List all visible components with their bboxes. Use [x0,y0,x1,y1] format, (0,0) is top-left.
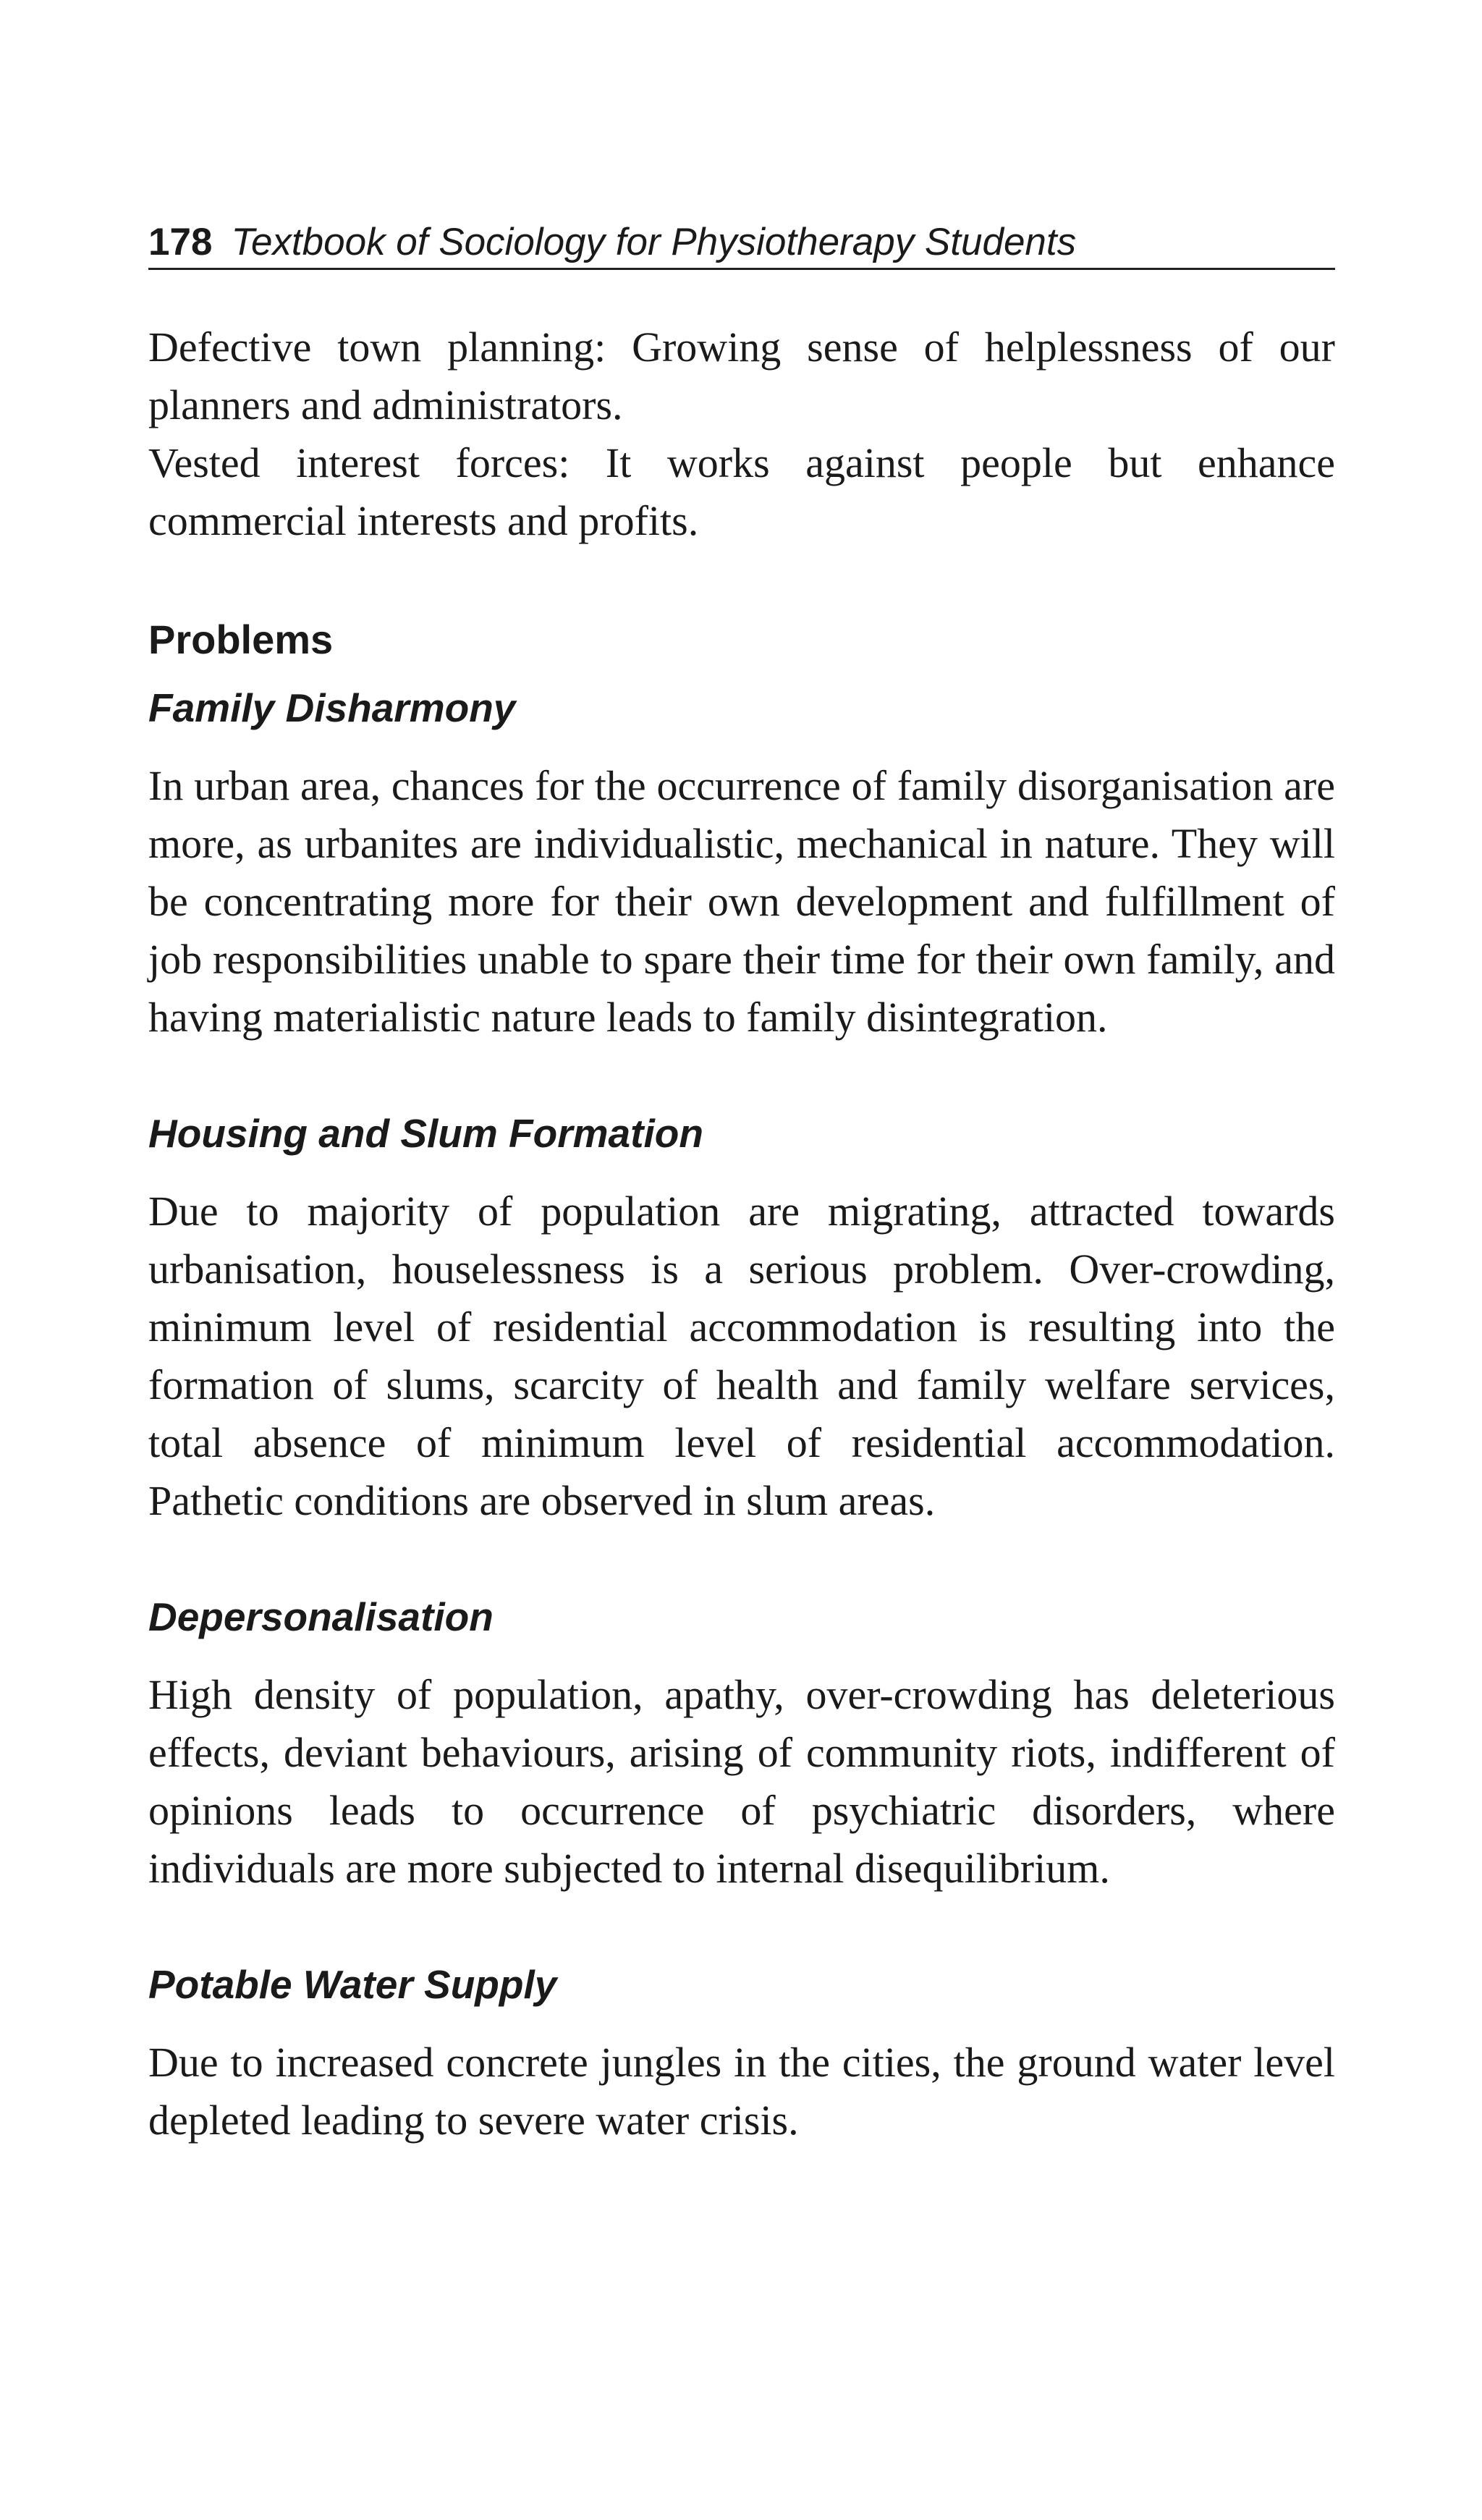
paragraph-family-disharmony: In urban area, chances for the occurrence of family disorganisation are more, as urbanites are individualistic, mechanical in nature. They will be concentrating more for their own development and fulfillment of job responsibilities unable to spare their time for their own family, and having materialistic nature leads to family disintegration. [148,762,1335,1041]
paragraph-potable-water-supply: Due to increased concrete jungles in the cities, the ground water level depleted leading to severe water crisis. [148,2039,1335,2144]
page-content [148,318,1335,2149]
subheading-potable-water-supply: Potable Water Supply [148,1962,557,2007]
subheading-depersonalisation: Depersonalisation [148,1594,494,1639]
page-number: 178 [148,221,213,263]
subheading-family-disharmony: Family Disharmony [148,685,516,730]
intro-paragraph-defective-town-planning: Defective town planning: Growing sense of helplessness of our planners and administrators. [148,324,1335,428]
paragraph-housing-and-slum-formation: Due to majority of population are migrating, attracted towards urbanisation, houselessness is a serious problem. Over-crowding, minimum level of residential accommodation is resulting into the formation of slums, scarcity of health and family welfare services, total absence of minimum level of residential accommodation. Pathetic conditions are observed in slum areas. [148,1188,1335,1524]
intro-paragraph-vested-interest-forces: Vested interest forces: It works against people but enhance commercial interests and profits. [148,439,1335,544]
running-header [148,217,1335,270]
subheading-housing-and-slum-formation: Housing and Slum Formation [148,1111,703,1156]
paragraph-depersonalisation: High density of population, apathy, over-crowding has deleterious effects, deviant behaviours, arising of community riots, indifferent of opinions leads to occurrence of psychiatric disorders, where individuals are more subjected to internal disequilibrium. [148,1671,1335,1892]
book-title: Textbook of Sociology for Physiotherapy Students [231,221,1077,263]
section-heading-problems: Problems [148,617,334,662]
